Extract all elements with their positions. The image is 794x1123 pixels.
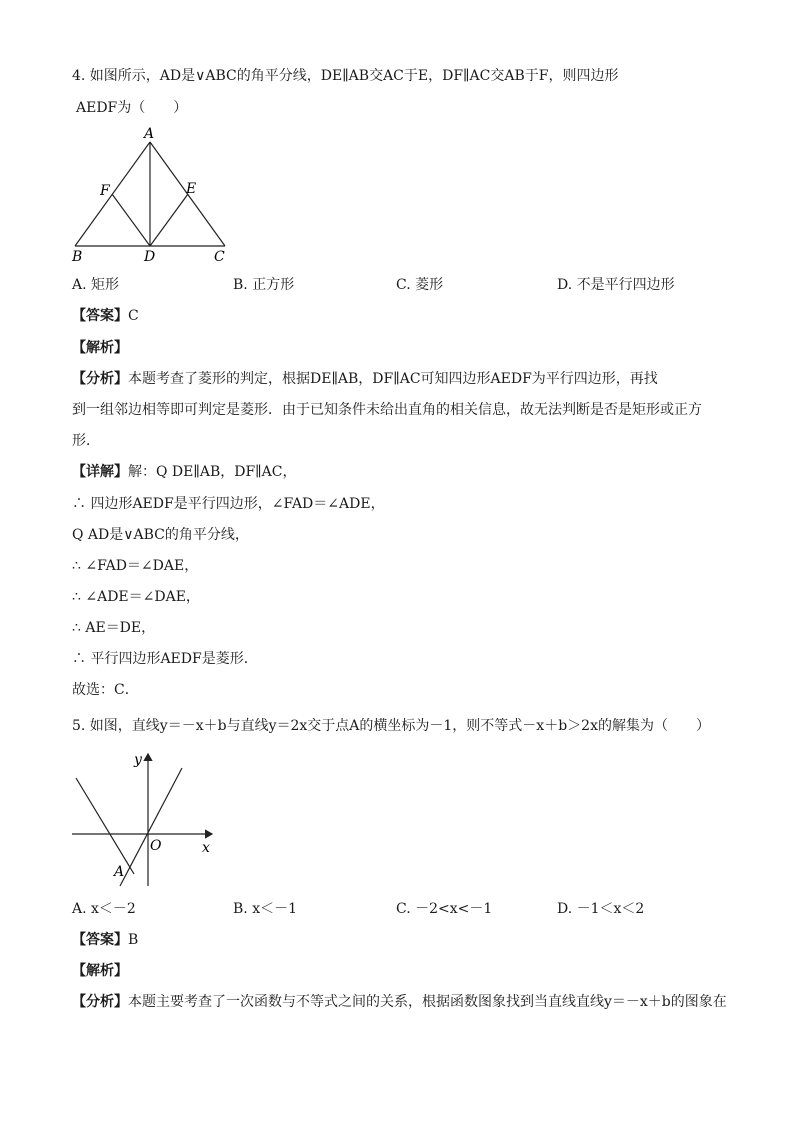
q4-stem-line2: AEDF为（ ） <box>76 100 188 116</box>
q4-xiangjie-line1 <box>72 462 296 482</box>
q4-answer-value: C <box>128 308 139 324</box>
q4-fenxi-text1: 本题考查了菱形的判定，根据DE∥AB，DF∥AC可知四边形AEDF为平行四边形，再找 <box>128 371 658 387</box>
q5-label-O: O <box>150 838 162 854</box>
q4-step-1: ∴ 四边形AEDF是平行四边形，∠FAD＝∠ADE， <box>72 496 385 512</box>
q5-option-c: C. －2<x<－1 <box>396 901 493 917</box>
q4-label-D: D <box>144 249 156 265</box>
q4-step-4: ∴ ∠ADE＝∠DAE， <box>72 589 200 605</box>
q5-fenxi-text1: 本题主要考查了一次函数与不等式之间的关系，根据函数图象找到当直线直线y＝－x＋b的图象在 <box>128 994 727 1010</box>
q4-step-6: ∴ 平行四边形AEDF是菱形． <box>72 651 258 667</box>
q5-answer-tag: 【答案】 <box>72 932 128 948</box>
q5-analysis-tag: 【解析】 <box>72 963 128 979</box>
q5-stem: 5. 如图，直线y＝－x＋b与直线y＝2x交于点A的横坐标为－1，则不等式－x＋b＞2x的解集为（ ） <box>72 718 710 734</box>
q4-label-F: F <box>100 183 110 199</box>
q5-option-b: B. x＜－1 <box>233 901 297 917</box>
q4-answer-tag: 【答案】 <box>72 308 128 324</box>
q5-option-d: D. －1＜x＜2 <box>557 901 645 917</box>
q5-label-A: A <box>114 864 125 880</box>
q4-stem-line1: 4. 如图所示，AD是∨ABC的角平分线，DE∥AB交AC于E，DF∥AC交AB于F，则四边形 <box>72 68 619 84</box>
q5-fenxi-line1 <box>72 992 727 1012</box>
q4-option-b: B. 正方形 <box>233 277 295 293</box>
q4-label-C: C <box>214 249 225 265</box>
q5-label-x: x <box>202 840 210 856</box>
q5-label-y: y <box>134 752 142 768</box>
q4-step-2: Q AD是∨ABC的角平分线， <box>72 527 249 543</box>
q4-fenxi-line2: 到一组邻边相等即可判定是菱形．由于已知条件未给出直角的相关信息，故无法判断是否是矩形或正方 <box>72 402 702 418</box>
q4-option-a: A. 矩形 <box>72 277 120 293</box>
q4-xiangjie-text1: 解：Q DE∥AB，DF∥AC， <box>128 464 297 480</box>
q4-option-c: C. 菱形 <box>396 277 444 293</box>
q4-analysis-tag: 【解析】 <box>72 340 128 356</box>
q4-answer-row <box>72 306 139 326</box>
q4-conclusion: 故选：C． <box>72 682 139 698</box>
q4-step-3: ∴ ∠FAD＝∠DAE， <box>72 558 199 574</box>
q4-fenxi-line1 <box>72 369 658 389</box>
q4-fenxi-tag: 【分析】 <box>72 371 128 387</box>
q4-label-E: E <box>186 181 197 197</box>
q4-option-d: D. 不是平行四边形 <box>557 277 675 293</box>
q5-graph-figure <box>62 748 226 890</box>
q4-fenxi-line3: 形． <box>72 433 100 449</box>
q4-label-B: B <box>72 249 83 265</box>
q5-fenxi-tag: 【分析】 <box>72 994 128 1010</box>
q5-answer-value: B <box>128 932 139 948</box>
q4-step-5: ∴ AE＝DE， <box>72 620 156 636</box>
q4-label-A: A <box>144 126 155 142</box>
q4-triangle-figure <box>64 120 244 268</box>
q4-xiangjie-tag: 【详解】 <box>72 464 128 480</box>
q5-option-a: A. x＜－2 <box>72 901 136 917</box>
q5-answer-row <box>72 930 138 950</box>
